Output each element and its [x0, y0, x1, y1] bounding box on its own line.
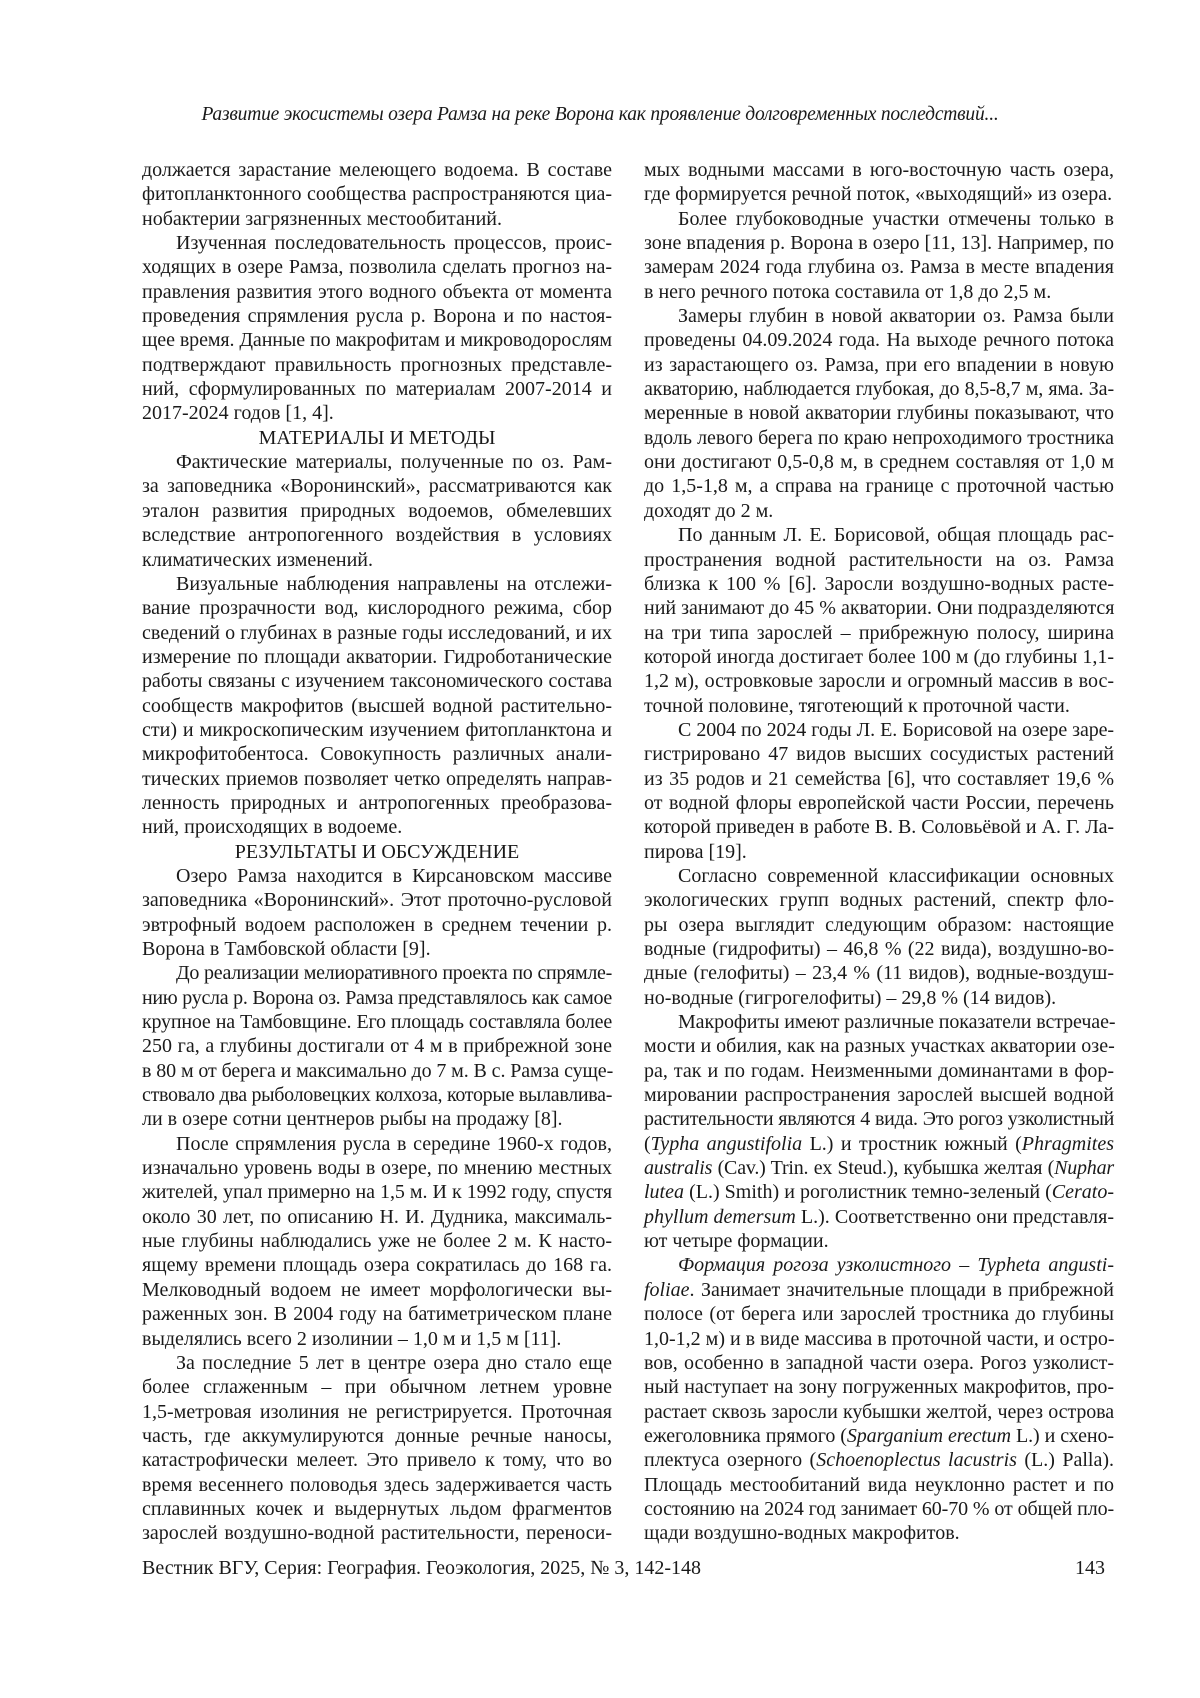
text-line: замерам 2024 года глубина оз. Рамза в месте впадения — [644, 255, 1114, 279]
paragraph — [644, 523, 1114, 718]
text-line: полосе (от берега или зарослей тростника до глубины — [644, 1302, 1114, 1326]
text-line: пространения водной растительности на оз. Рамза — [644, 548, 1114, 572]
text-line: водные (гидрофиты) – 46,8 % (22 вида), воздушно-во- — [644, 937, 1114, 961]
paragraph — [644, 864, 1114, 1010]
text-line: из 35 родов и 21 семейства [6], что составляет 19,6 % — [644, 767, 1114, 791]
text-line: ящему времени площадь озера сократилась до 168 га. — [142, 1253, 612, 1277]
text-line: За последние 5 лет в центре озера дно стало еще — [142, 1351, 612, 1375]
text-line: Мелководный водоем не имеет морфологически вы- — [142, 1278, 612, 1302]
text-line: мости и обилия, как на разных участках акватории озе- — [644, 1034, 1114, 1058]
text-line: ствовало два рыболовецких колхоза, которые вылавлива- — [142, 1083, 612, 1107]
text-line — [644, 1132, 1114, 1156]
text-line: Замеры глубин в новой акватории оз. Рамза были — [644, 304, 1114, 328]
text-line: выделялись всего 2 изолинии – 1,0 м и 1,5 м [11]. — [142, 1327, 612, 1351]
paragraph — [644, 1010, 1114, 1253]
text-line: меренные в новой акватории глубины показывают, что — [644, 401, 1114, 425]
text-line: щее время. Данные по макрофитам и микроводорослям — [142, 328, 612, 352]
text-line: вследствие антропогенного воздействия в условиях — [142, 523, 612, 547]
text-span: ежеголовника прямого ( — [644, 1425, 847, 1447]
text-span: . Занимает значительные площади в прибрежной — [690, 1279, 1114, 1301]
text-line: Фактические материалы, полученные по оз. Рам- — [142, 450, 612, 474]
text-line: акваторию, наблюдается глубокая, до 8,5-8,7 м, яма. За- — [644, 377, 1114, 401]
latin-name-italic: phyllum demersum — [644, 1206, 796, 1228]
text-line: сти) и микроскопическим изучением фитопланктона и — [142, 718, 612, 742]
latin-name-italic: Phragmites — [1022, 1133, 1114, 1155]
text-line: от водной флоры европейской части России, перечень — [644, 791, 1114, 815]
paragraph — [142, 450, 612, 572]
text-line: нию русла р. Ворона оз. Рамза представлялось как самое — [142, 986, 612, 1010]
text-line: мых водными массами в юго-восточную часть озера, — [644, 158, 1114, 182]
text-line: сообществ макрофитов (высшей водной растительно- — [142, 694, 612, 718]
latin-name-italic: foliae — [644, 1279, 690, 1301]
text-line: но-водные (гигрогелофиты) – 29,8 % (14 видов). — [644, 986, 1114, 1010]
text-line: ний занимают до 45 % акватории. Они подразделяются — [644, 596, 1114, 620]
latin-name-italic: lutea — [644, 1181, 684, 1203]
text-line: ра, так и по годам. Неизменными доминантами в фор- — [644, 1059, 1114, 1083]
text-span: L.) и тростник южный ( — [802, 1133, 1022, 1155]
text-line: точной половине, тяготеющий к проточной части. — [644, 694, 1114, 718]
text-line: Изученная последовательность процессов, проис- — [142, 231, 612, 255]
paragraph — [644, 304, 1114, 523]
text-line: Площадь местообитаний вида неуклонно растет и по — [644, 1473, 1114, 1497]
latin-name-italic: Формация рогоза узколистного – Typheta angusti- — [678, 1254, 1114, 1276]
text-line: ленность природных и антропогенных преобразова- — [142, 791, 612, 815]
text-line: пирова [19]. — [644, 840, 1114, 864]
text-line: катастрофически мелеет. Это привело к тому, что во — [142, 1448, 612, 1472]
latin-name-italic: Cerato- — [1052, 1181, 1114, 1203]
text-line: ные глубины наблюдались уже не более 2 м. К насто- — [142, 1229, 612, 1253]
text-line: щади воздушно-водных макрофитов. — [644, 1521, 1114, 1545]
latin-name-italic: Typha angustifolia — [651, 1133, 803, 1155]
latin-name-italic: Nuphar — [1054, 1157, 1114, 1179]
latin-name-italic: australis — [644, 1157, 712, 1179]
text-line — [644, 1424, 1114, 1448]
text-line: Более глубоководные участки отмечены только в — [644, 207, 1114, 231]
text-line: эталон развития природных водоемов, обмелевших — [142, 499, 612, 523]
text-line: доходят до 2 м. — [644, 499, 1114, 523]
text-line: Ворона в Тамбовской области [9]. — [142, 937, 612, 961]
text-line: растает сквозь заросли кубышки желтой, через острова — [644, 1400, 1114, 1424]
text-line: за заповедника «Воронинский», рассматриваются как — [142, 474, 612, 498]
text-line: ний, сформулированных по материалам 2007-2014 и — [142, 377, 612, 401]
text-line — [644, 1156, 1114, 1180]
text-line: гистрировано 47 видов высших сосудистых растений — [644, 742, 1114, 766]
text-span: L.). Соответственно они представля- — [796, 1206, 1114, 1228]
text-line: С 2004 по 2024 годы Л. Е. Борисовой на озере заре- — [644, 718, 1114, 742]
text-span: (L.) Smith) и роголистник темно-зеленый ( — [684, 1181, 1052, 1203]
latin-name-italic: Schoenoplectus lacustris — [816, 1449, 1017, 1471]
text-line: До реализации мелиоративного проекта по спрямле- — [142, 961, 612, 985]
text-line: микрофитобентоса. Совокупность различных анали- — [142, 742, 612, 766]
text-line: дные (гелофиты) – 23,4 % (11 видов), водные-воздуш- — [644, 961, 1114, 985]
text-line: 1,5-метровая изолиния не регистрируется. Проточная — [142, 1400, 612, 1424]
text-line: из зарастающего оз. Рамза, при его впадении в новую — [644, 353, 1114, 377]
journal-citation: Вестник ВГУ, Серия: География. Геоэкология, 2025, № 3, 142-148 — [142, 1557, 701, 1580]
text-span: (Cav.) Trin. ex Steud.), кубышка желтая ( — [712, 1157, 1054, 1179]
text-line: ры озера выглядит следующим образом: настоящие — [644, 913, 1114, 937]
text-line: экологических групп водных растений, спектр фло- — [644, 888, 1114, 912]
text-line: 1,2 м), островковые заросли и огромный массив в вос- — [644, 669, 1114, 693]
section-heading: РЕЗУЛЬТАТЫ И ОБСУЖДЕНИЕ — [142, 840, 612, 864]
paragraph — [142, 158, 612, 231]
text-line: мировании распространения зарослей высшей водной — [644, 1083, 1114, 1107]
text-line: Визуальные наблюдения направлены на отслежи- — [142, 572, 612, 596]
text-line: более сглаженным – при обычном летнем уровне — [142, 1375, 612, 1399]
paragraph — [644, 207, 1114, 304]
paragraph — [142, 1351, 612, 1546]
text-line: жителей, упал примерно на 1,5 м. И к 1992 году, спустя — [142, 1180, 612, 1204]
text-line: на три типа зарослей – прибрежную полосу, ширина — [644, 621, 1114, 645]
text-line — [644, 1448, 1114, 1472]
text-line: должается зарастание мелеющего водоема. В составе — [142, 158, 612, 182]
text-line — [644, 1180, 1114, 1204]
left-column — [142, 158, 612, 1546]
text-line: ют четыре формации. — [644, 1229, 1114, 1253]
text-line: вов, особенно в западной части озера. Рогоз узколист- — [644, 1351, 1114, 1375]
text-line: климатических изменений. — [142, 548, 612, 572]
text-line: 250 га, а глубины достигали от 4 м в прибрежной зоне — [142, 1034, 612, 1058]
text-line: По данным Л. Е. Борисовой, общая площадь рас- — [644, 523, 1114, 547]
text-line: в него речного потока составила от 1,8 до 2,5 м. — [644, 280, 1114, 304]
text-line: ний, происходящих в водоеме. — [142, 815, 612, 839]
text-line: фитопланктонного сообщества распространяются циа- — [142, 182, 612, 206]
text-line: которой приведен в работе В. В. Соловьёвой и А. Г. Ла- — [644, 815, 1114, 839]
text-line: После спрямления русла в середине 1960-х годов, — [142, 1132, 612, 1156]
text-line: до 1,5-1,8 м, а справа на границе с проточной частью — [644, 474, 1114, 498]
paragraph — [644, 158, 1114, 207]
text-line: близка к 100 % [6]. Заросли воздушно-водных расте- — [644, 572, 1114, 596]
text-line: где формируется речной поток, «выходящий» из озера. — [644, 182, 1114, 206]
text-line: состоянию на 2024 год занимает 60-70 % от общей пло- — [644, 1497, 1114, 1521]
text-line: крупное на Тамбовщине. Его площадь составляла более — [142, 1010, 612, 1034]
paragraph — [142, 864, 612, 961]
text-span: L.) и схено- — [1011, 1425, 1114, 1447]
paragraph — [142, 231, 612, 426]
text-line: эвтрофный водоем расположен в среднем течении р. — [142, 913, 612, 937]
text-line: зарослей воздушно-водной растительности, переноси- — [142, 1521, 612, 1545]
text-line: в 80 м от берега и максимально до 7 м. В с. Рамза суще- — [142, 1059, 612, 1083]
text-line: подтверждают правильность прогнозных представле- — [142, 353, 612, 377]
text-line: работы связаны с изучением таксономического состава — [142, 669, 612, 693]
text-line: измерение по площади акватории. Гидроботанические — [142, 645, 612, 669]
text-line: которой иногда достигает более 100 м (до глубины 1,1- — [644, 645, 1114, 669]
text-line: 2017-2024 годов [1, 4]. — [142, 401, 612, 425]
text-line: ный наступает на зону погруженных макрофитов, про- — [644, 1375, 1114, 1399]
page-footer — [142, 1557, 1105, 1580]
text-line: проведены 04.09.2024 года. На выходе речного потока — [644, 328, 1114, 352]
text-line: время весеннего половодья здесь задерживается часть — [142, 1473, 612, 1497]
paragraph — [142, 1132, 612, 1351]
text-line: они достигают 0,5-0,8 м, в среднем составляя от 1,0 м — [644, 450, 1114, 474]
text-line: раженных зон. В 2004 году на батиметрическом плане — [142, 1302, 612, 1326]
text-line: ходящих в озере Рамза, позволила сделать прогноз на- — [142, 255, 612, 279]
text-line: заповедника «Воронинский». Этот проточно-русловой — [142, 888, 612, 912]
text-line — [644, 1205, 1114, 1229]
page-number: 143 — [1075, 1557, 1105, 1580]
running-header: Развитие экосистемы озера Рамза на реке Ворона как проявление долговременных последствий... — [0, 104, 1200, 126]
paragraph — [142, 572, 612, 840]
text-line: вание прозрачности вод, кислородного режима, сбор — [142, 596, 612, 620]
right-column — [644, 158, 1114, 1546]
paragraph — [142, 961, 612, 1131]
text-span: плектуса озерного ( — [644, 1449, 816, 1471]
text-line: изначально уровень воды в озере, по мнению местных — [142, 1156, 612, 1180]
paragraph — [644, 718, 1114, 864]
text-line: около 30 лет, по описанию Н. И. Дудника, максималь- — [142, 1205, 612, 1229]
text-span: ( — [644, 1133, 651, 1155]
latin-name-italic: Sparganium erectum — [847, 1425, 1011, 1447]
text-line: 1,0-1,2 м) и в виде массива в проточной части, и остро- — [644, 1327, 1114, 1351]
text-line — [644, 1253, 1114, 1277]
text-line: проведения спрямления русла р. Ворона и по настоя- — [142, 304, 612, 328]
text-line: вдоль левого берега по краю непроходимого тростника — [644, 426, 1114, 450]
text-line: Озеро Рамза находится в Кирсановском массиве — [142, 864, 612, 888]
paragraph — [644, 1253, 1114, 1545]
section-heading: МАТЕРИАЛЫ И МЕТОДЫ — [142, 426, 612, 450]
text-line: часть, где аккумулируются донные речные наносы, — [142, 1424, 612, 1448]
text-line: растительности являются 4 вида. Это рогоз узколистный — [644, 1107, 1114, 1131]
text-line: Макрофиты имеют различные показатели встречае- — [644, 1010, 1114, 1034]
text-line: нобактерии загрязненных местообитаний. — [142, 207, 612, 231]
text-span: (L.) Palla). — [1017, 1449, 1114, 1471]
text-line: правления развития этого водного объекта от момента — [142, 280, 612, 304]
text-line: Согласно современной классификации основных — [644, 864, 1114, 888]
text-line: сведений о глубинах в разные годы исследований, и их — [142, 621, 612, 645]
text-line: зоне впадения р. Ворона в озеро [11, 13]. Например, по — [644, 231, 1114, 255]
text-line: сплавинных кочек и выдернутых льдом фрагментов — [142, 1497, 612, 1521]
text-line: тических приемов позволяет четко определять направ- — [142, 767, 612, 791]
text-line — [644, 1278, 1114, 1302]
text-line: ли в озере сотни центнеров рыбы на продажу [8]. — [142, 1107, 612, 1131]
